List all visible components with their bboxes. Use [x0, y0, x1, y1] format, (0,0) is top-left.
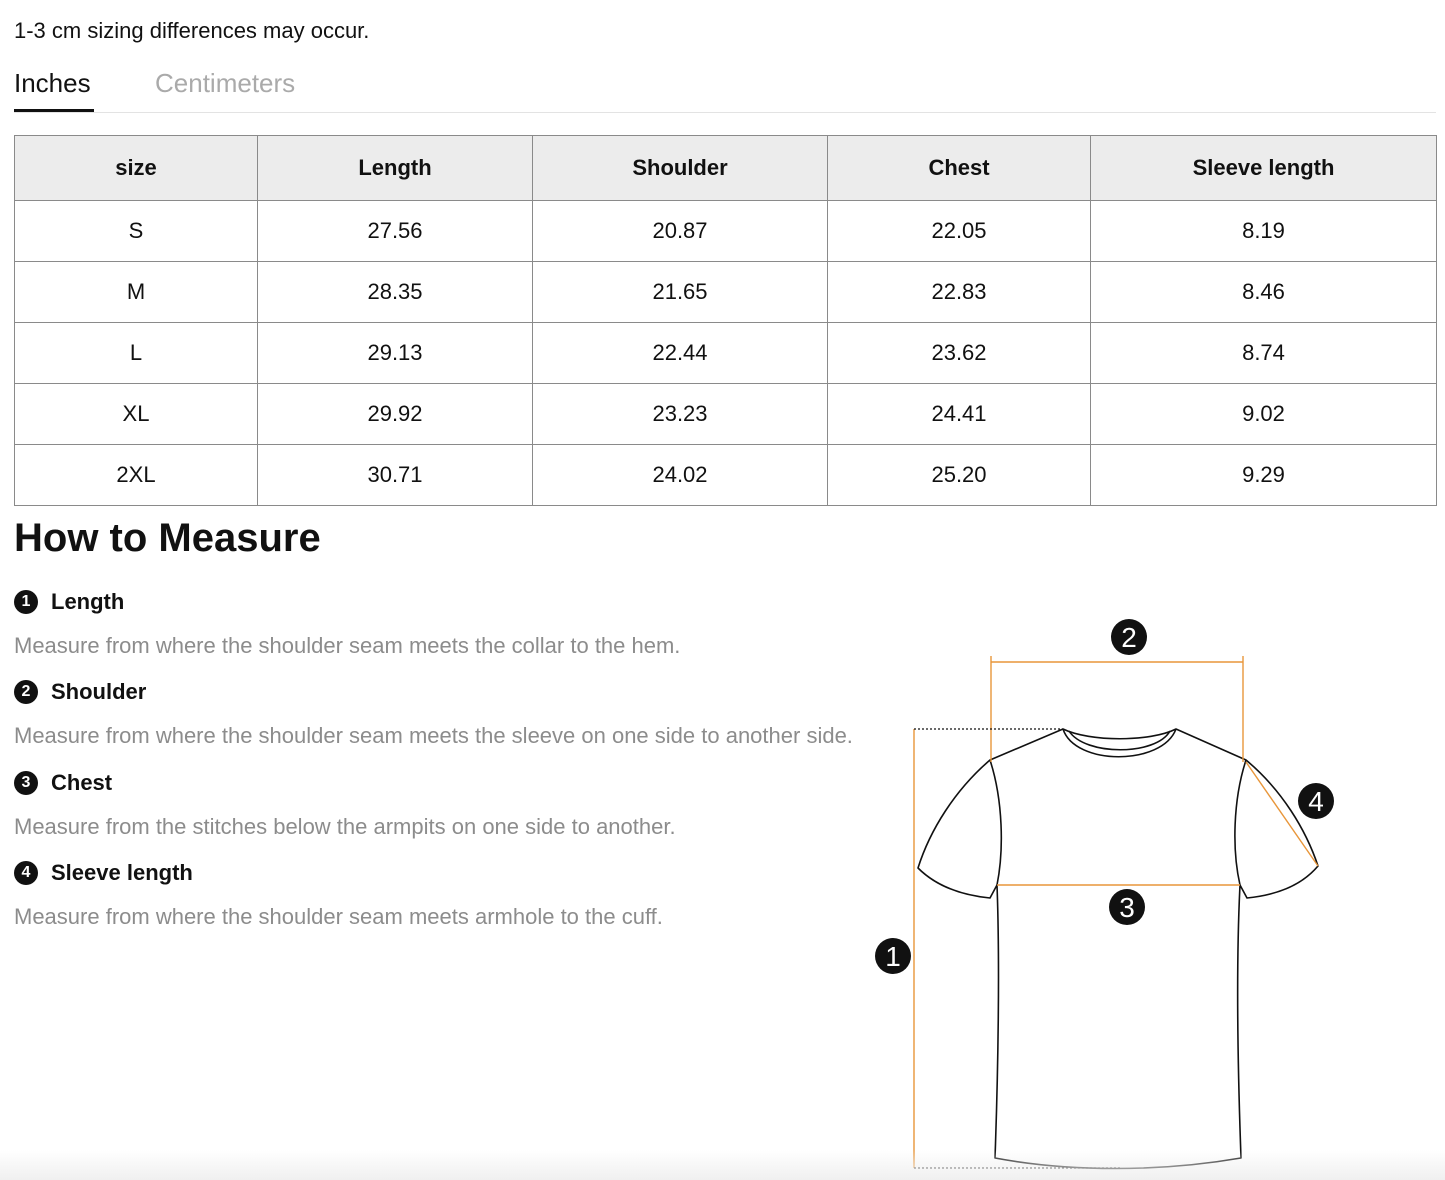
cell-shoulder: 23.23: [533, 384, 828, 445]
marker-3-label: 3: [1119, 892, 1135, 923]
marker-1-label: 1: [885, 941, 901, 972]
cell-length: 29.92: [258, 384, 533, 445]
cell-shoulder: 22.44: [533, 323, 828, 384]
bottom-fade: [0, 1150, 1445, 1180]
step-description: Measure from where the shoulder seam meets the collar to the hem.: [14, 633, 681, 658]
cell-sleeve-length: 8.19: [1091, 201, 1437, 262]
cell-sleeve-length: 8.46: [1091, 262, 1437, 323]
cell-chest: 25.20: [828, 445, 1091, 506]
cell-sleeve-length: 9.02: [1091, 384, 1437, 445]
column-header-shoulder: Shoulder: [533, 136, 828, 201]
cell-chest: 22.83: [828, 262, 1091, 323]
step-description: Measure from the stitches below the armpits on one side to another.: [14, 814, 676, 839]
how-to-measure-title: How to Measure: [14, 516, 321, 560]
cell-length: 29.13: [258, 323, 533, 384]
cell-length: 27.56: [258, 201, 533, 262]
step-label: Sleeve length: [51, 860, 193, 885]
cell-chest: 23.62: [828, 323, 1091, 384]
cell-length: 28.35: [258, 262, 533, 323]
cell-size: L: [15, 323, 258, 384]
column-header-sleeve-length: Sleeve length: [1091, 136, 1437, 201]
tshirt-outline: [918, 729, 1318, 1169]
cell-shoulder: 20.87: [533, 201, 828, 262]
cell-sleeve-length: 9.29: [1091, 445, 1437, 506]
tab-inches[interactable]: Inches: [14, 68, 91, 98]
cell-size: S: [15, 201, 258, 262]
marker-2-label: 2: [1121, 622, 1137, 653]
marker-4-label: 4: [1308, 786, 1324, 817]
step-label: Chest: [51, 770, 113, 795]
column-header-size: size: [15, 136, 258, 201]
diagram-marker-3: [1109, 889, 1145, 925]
diagram-marker-1: [875, 938, 911, 974]
cell-size: XL: [15, 384, 258, 445]
number-3-icon: 3: [14, 771, 38, 795]
number-2-icon: 2: [14, 680, 38, 704]
diagram-marker-2: [1111, 619, 1147, 655]
step-label: Shoulder: [51, 679, 147, 704]
cell-size: 2XL: [15, 445, 258, 506]
tab-centimeters[interactable]: Centimeters: [155, 68, 296, 98]
cell-shoulder: 21.65: [533, 262, 828, 323]
cell-shoulder: 24.02: [533, 445, 828, 506]
diagram-marker-4: [1298, 783, 1334, 819]
sizing-note: 1-3 cm sizing differences may occur.: [14, 18, 370, 43]
cell-sleeve-length: 8.74: [1091, 323, 1437, 384]
length-guides: [914, 729, 1120, 1168]
number-4-icon: 4: [14, 861, 38, 885]
cell-chest: 24.41: [828, 384, 1091, 445]
column-header-length: Length: [258, 136, 533, 201]
step-label: Length: [51, 589, 125, 614]
cell-length: 30.71: [258, 445, 533, 506]
step-description: Measure from where the shoulder seam meets the sleeve on one side to another side.: [14, 723, 853, 748]
cell-size: M: [15, 262, 258, 323]
number-1-icon: 1: [14, 590, 38, 614]
column-header-chest: Chest: [828, 136, 1091, 201]
step-description: Measure from where the shoulder seam meets armhole to the cuff.: [14, 904, 663, 929]
cell-chest: 22.05: [828, 201, 1091, 262]
